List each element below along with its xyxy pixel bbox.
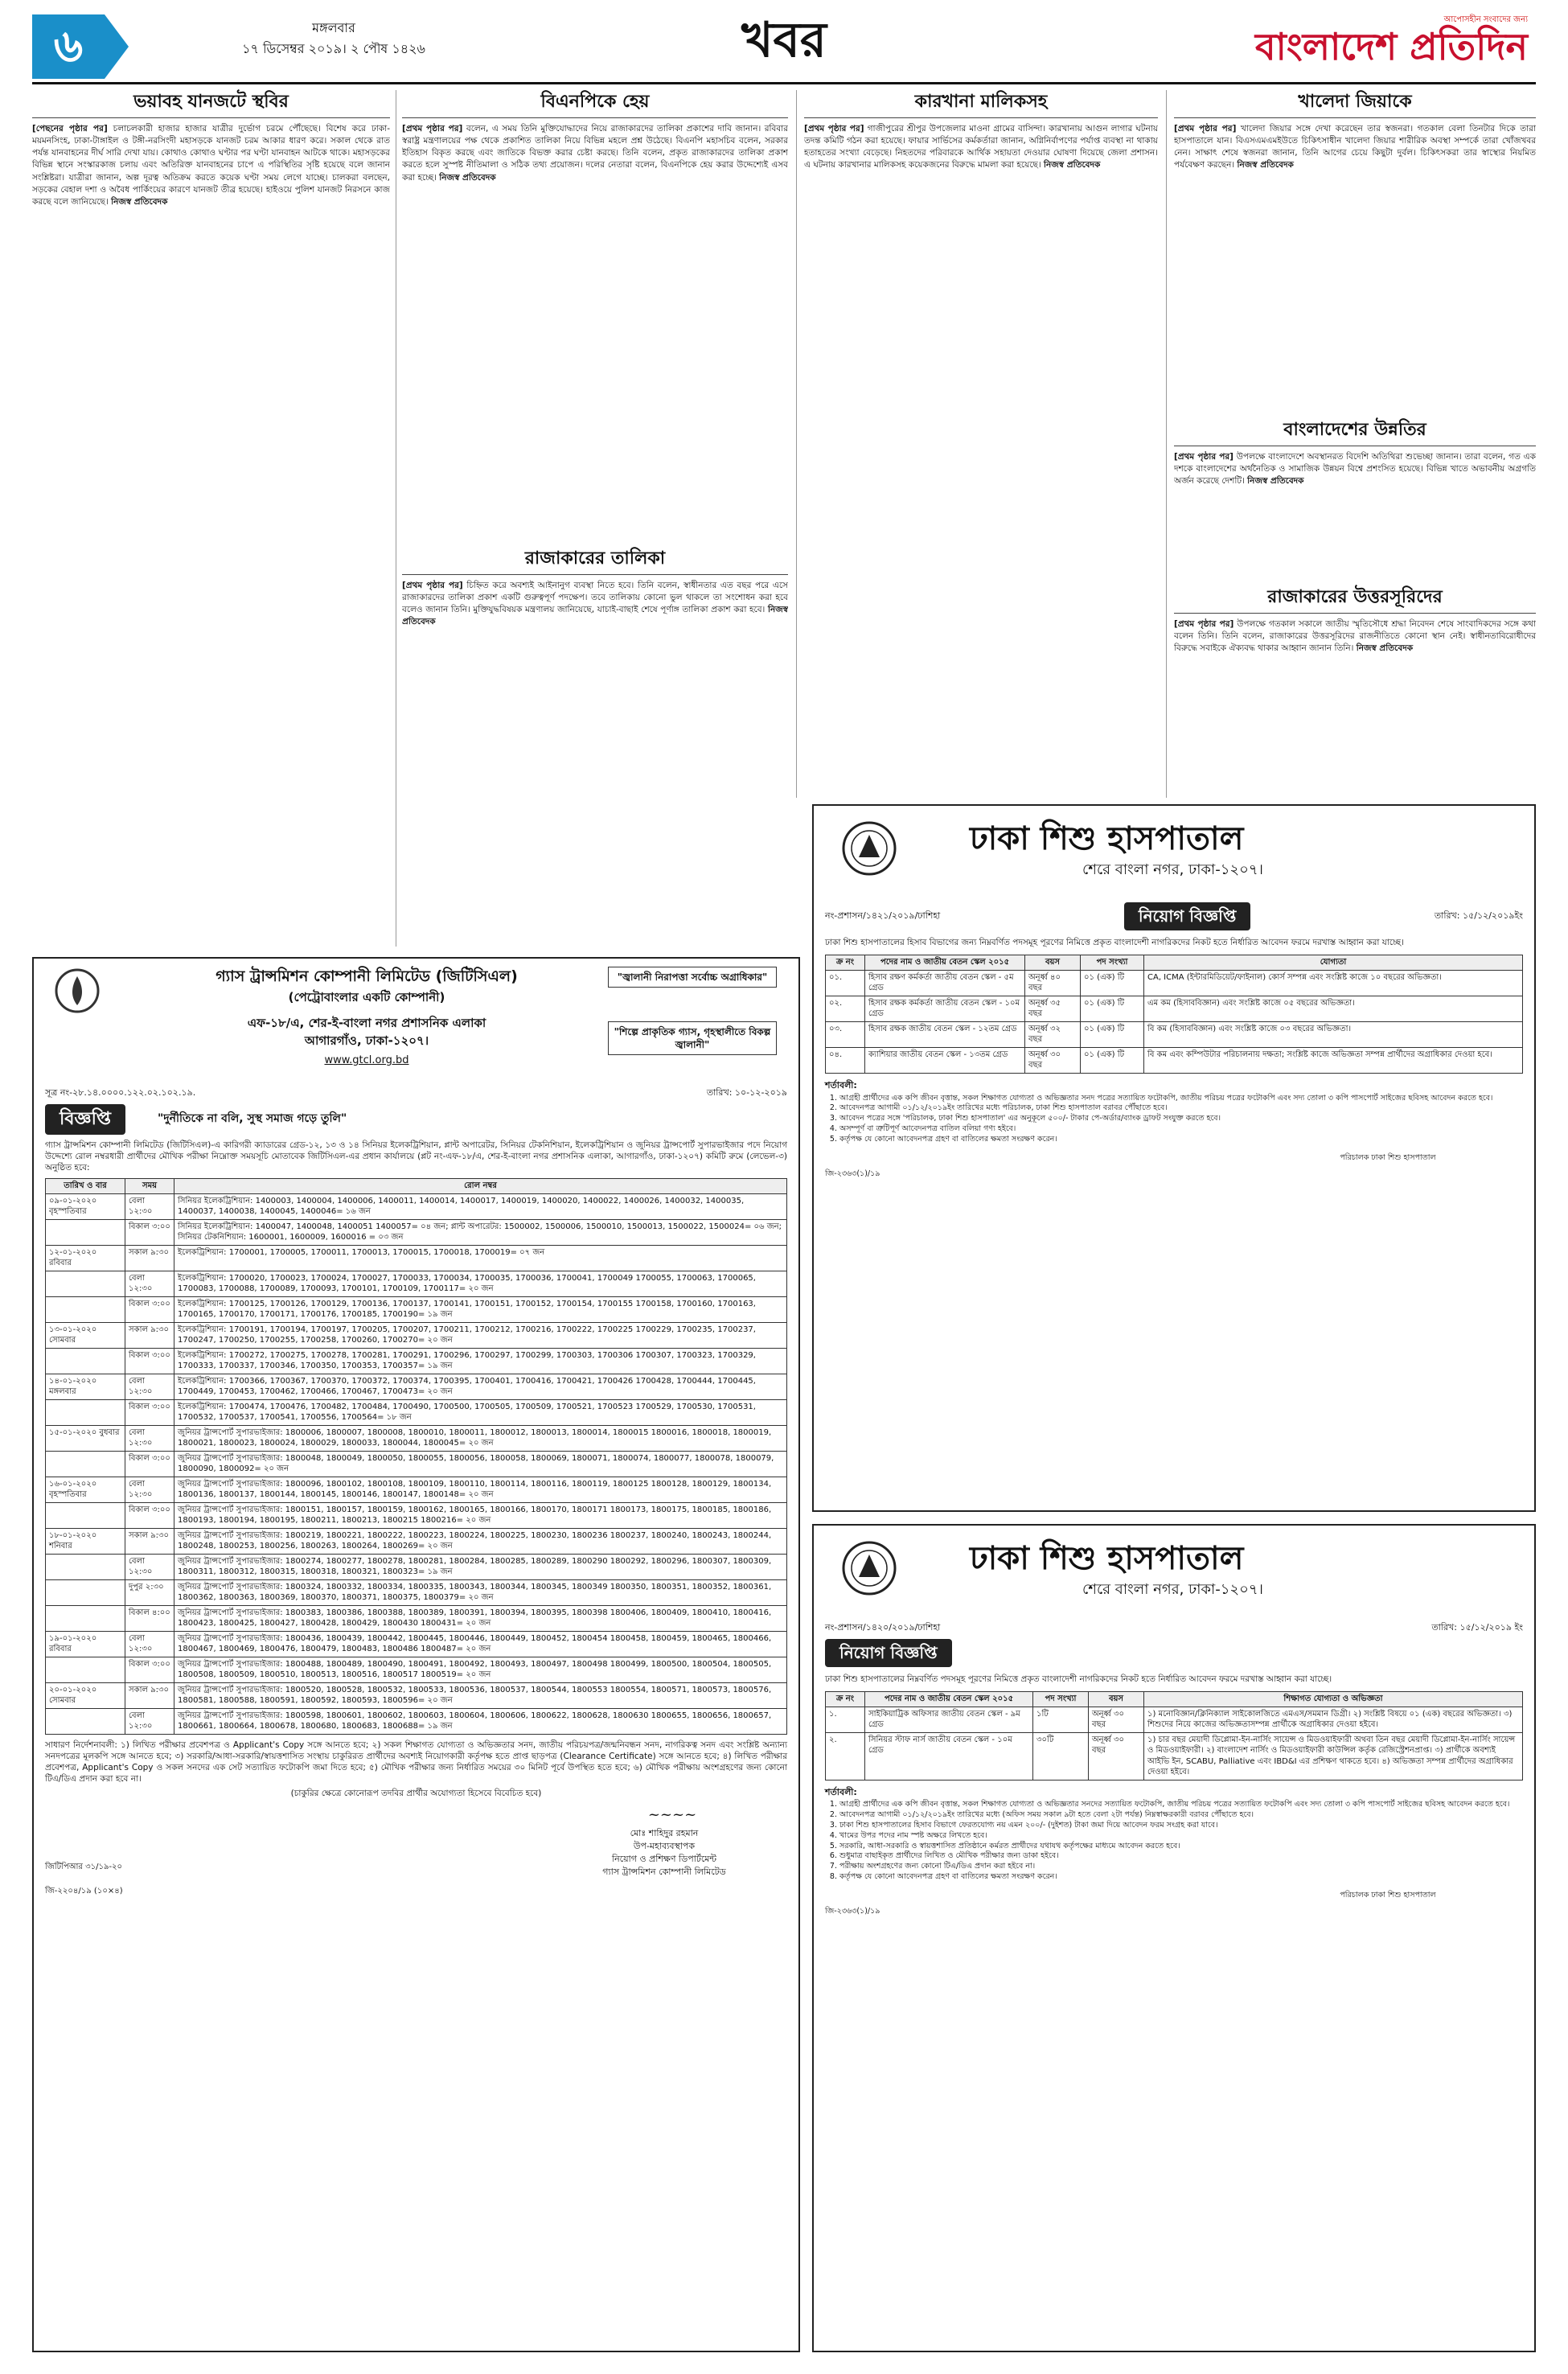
schedule-row	[46, 1193, 787, 1219]
vacancy-row	[826, 1707, 1523, 1732]
schedule-row	[46, 1528, 787, 1554]
signer-title: উপ-মহাব্যবস্থাপক	[633, 1841, 696, 1852]
hospital-advertisement-1	[812, 804, 1536, 1512]
vacancy-age: অনূর্ধ্ব ৩২ বছর	[1025, 1021, 1081, 1047]
vacancy-post: হিসাব রক্ষণ কর্মকর্তা জাতীয় বেতন স্কেল - ৫ম গ্রেড	[865, 970, 1025, 996]
schedule-row	[46, 1554, 787, 1579]
schedule-time: বেলা ১২:৩০	[125, 1554, 174, 1579]
col-serial: ক্র নং	[826, 1692, 865, 1707]
schedule-row	[46, 1245, 787, 1271]
news-article-2	[402, 90, 788, 540]
article-body: উপলক্ষে গতকাল সকালে জাতীয় স্মৃতিসৌধে শ্রদ্ধা নিবেদন শেষে সাংবাদিকদের সঙ্গে কথা বলেন তিনি। তিনি বলেন, রাজাকারের উত্তরসূরিদের রাজনীতিতে কোনো স্থান নেই। স্বাধীনতাবিরোধীদের বিরুদ্ধে সবাইকে ঐক্যবদ্ধ থাকার আহ্বান জানান তিনি।	[1174, 618, 1536, 654]
schedule-row	[46, 1374, 787, 1399]
hospital-advertisement-2	[812, 1524, 1536, 2352]
headline: বিএনপিকে হেয়	[402, 90, 788, 118]
col-time: সময়	[125, 1179, 174, 1194]
vacancy-age: অনূর্ধ্ব ৪০ বছর	[1025, 970, 1081, 996]
schedule-row	[46, 1348, 787, 1374]
schedule-time: সকাল ৯:৩০	[125, 1322, 174, 1348]
schedule-date	[46, 1554, 125, 1579]
byline: নিজস্ব প্রতিবেদক	[1044, 160, 1101, 170]
newspaper-logo: বাংলাদেশ প্রতিদিন	[1254, 25, 1528, 68]
schedule-time: বিকাল ৩:০০	[125, 1348, 174, 1374]
lead-tag: [প্রথম পৃষ্ঠার পর]	[402, 123, 463, 133]
schedule-date: ১৩-০১-২০২০ সোমবার	[46, 1322, 125, 1348]
schedule-row	[46, 1708, 787, 1734]
news-article-3	[402, 547, 788, 947]
schedule-time: বেলা ১২:৩০	[125, 1708, 174, 1734]
headline: খালেদা জিয়াকে	[1174, 90, 1536, 118]
schedule-time: বিকাল ৩:০০	[125, 1502, 174, 1528]
schedule-time: বেলা ১২:৩০	[125, 1374, 174, 1399]
schedule-time: সকাল ৯:৩০	[125, 1245, 174, 1271]
schedule-time: দুপুর ২:৩০	[125, 1579, 174, 1605]
schedule-date: ১৫-০১-২০২০ বুধবার	[46, 1425, 125, 1451]
schedule-row	[46, 1579, 787, 1605]
column-rule	[1166, 90, 1167, 798]
schedule-date	[46, 1657, 125, 1682]
schedule-date	[46, 1502, 125, 1528]
masthead-rule	[32, 82, 1536, 84]
condition-item: 4. অসম্পূর্ণ বা ত্রুটিপূর্ণ আবেদনপত্র বাতিল বলিয়া গণ্য হইবে।	[839, 1124, 1523, 1135]
lobbying-disclaimer: (চাকুরির ক্ষেত্রে কোনোরূপ তদবির প্রার্থীর অযোগ্যতা হিসেবে বিবেচিত হবে)	[290, 1789, 542, 1799]
schedule-rolls: ইলেকট্রিশিয়ান: 1700272, 1700275, 1700278, 1700281, 1700291, 1700296, 1700297, 1700299, 1700303, 1700306 1700307, 1700323, 1700329, 1700333, 1700337, 1700346, 1700350, 1700353, 1700357= ১৯ জন	[174, 1348, 787, 1374]
ad-code: জি-২৩৬৩(১)/১৯	[825, 1906, 880, 1916]
schedule-rolls: জুনিয়র ট্রান্সপোর্ট সুপারভাইজার: 1800520, 1800528, 1800532, 1800533, 1800536, 1800537, 1800544, 1800553 1800554, 1800571, 1800573, 1800576, 1800581, 1800588, 1800591, 1800592, 1800593, 1800596= ২০ জন	[174, 1682, 787, 1708]
condition-item: 3. আবেদন পত্রের সঙ্গে 'পরিচালক, ঢাকা শিশু হাসপাতাল' এর অনুকূলে ৫০০/- টাকার পে-অর্ডার/ব্যাংক ড্রাফট সংযুক্ত করতে হবে।	[839, 1114, 1523, 1124]
ad-code: জি-২৩৬৩(১)/১৯	[825, 1169, 880, 1178]
vacancy-post: সিনিয়র স্টাফ নার্স জাতীয় বেতন স্কেল - ১০ম গ্রেড	[865, 1732, 1033, 1780]
signer-department: নিয়োগ ও প্রশিক্ষণ ডিপার্টমেন্ট	[611, 1854, 717, 1865]
news-article-6	[1174, 418, 1536, 579]
page-number-tail	[105, 14, 129, 79]
memo-reference: নং-প্রশাসন/১৪২০/২০১৯/ঢাশিহা	[825, 1622, 941, 1633]
conditions-title: শর্তাবলী:	[825, 1786, 857, 1797]
schedule-date: ১৪-০১-২০২০ মঙ্গলবার	[46, 1374, 125, 1399]
condition-item: 5. কর্তৃপক্ষ যে কোনো আবেদনপত্র গ্রহণ বা বাতিলের ক্ষমতা সংরক্ষণ করেন।	[839, 1135, 1523, 1145]
lead-tag: [পেছনের পৃষ্ঠার পর]	[32, 123, 108, 133]
schedule-row	[46, 1605, 787, 1631]
condition-item: 8. কর্তৃপক্ষ যে কোনো আবেদনপত্র গ্রহণ বা বাতিলের ক্ষমতা সংরক্ষণ করেন।	[839, 1872, 1523, 1883]
schedule-date: ১৯-০১-২০২০ রবিবার	[46, 1631, 125, 1657]
schedule-date	[46, 1219, 125, 1245]
hospital-name: ঢাকা শিশু হাসপাতাল	[970, 820, 1244, 857]
condition-item: 4. খামের উপর পদের নাম স্পষ্ট অক্ষরে লিখতে হবে।	[839, 1831, 1523, 1842]
memo-date: তারিখ: ১০-১২-২০১৯	[706, 1087, 787, 1098]
schedule-time: বিকাল ৪:০০	[125, 1605, 174, 1631]
vacancy-no: ০২.	[826, 996, 865, 1021]
vacancy-no: ০১.	[826, 970, 865, 996]
memo-reference: সূত্র নং-২৮.১৪.০০০০.১২২.০২.১০২.১৯.	[45, 1087, 196, 1098]
schedule-date	[46, 1451, 125, 1477]
vacancy-count: ০১ (এক) টি	[1081, 1021, 1144, 1047]
schedule-rolls: ইলেকট্রিশিয়ান: 1700191, 1700194, 1700197, 1700205, 1700207, 1700211, 1700212, 1700216, 1700222, 1700225 1700229, 1700235, 1700237, 1700247, 1700250, 1700255, 1700258, 1700260, 1700270= ২০ জন	[174, 1322, 787, 1348]
condition-item: 7. পরীক্ষায় অংশগ্রহণের জন্য কোনো টিএ/ডিএ প্রদান করা হইবে না।	[839, 1862, 1523, 1872]
company-city: আগারগাঁও, ঢাকা-১২০৭।	[304, 1033, 429, 1048]
schedule-date	[46, 1579, 125, 1605]
condition-item: 2. আবেদনপত্র আগামী ০১/১২/২০১৯ইং তারিখের মধ্যে পরিচালক, ঢাকা শিশু হাসপাতাল বরাবর পৌঁছাতে হবে।	[839, 1103, 1523, 1114]
lead-tag: [প্রথম পৃষ্ঠার পর]	[402, 580, 463, 590]
schedule-date	[46, 1708, 125, 1734]
schedule-rolls: জুনিয়র ট্রান্সপোর্ট সুপারভাইজার: 1800324, 1800332, 1800334, 1800335, 1800343, 1800344, 1800345, 1800349 1800350, 1800351, 1800352, 1800361, 1800362, 1800363, 1800369, 1800370, 1800371, 1800375, 1800379= ২০ জন	[174, 1579, 787, 1605]
weekday: মঙ্গলবার	[312, 20, 355, 35]
schedule-time: বিকাল ৩:০০	[125, 1399, 174, 1425]
schedule-rolls: ইলেকট্রিশিয়ান: 1700020, 1700023, 1700024, 1700027, 1700033, 1700034, 1700035, 1700036, 1700041, 1700049 1700055, 1700063, 1700065, 1700083, 1700088, 1700089, 1700093, 1700101, 1700109, 1700117= ২০ জন	[174, 1271, 787, 1296]
condition-item: 3. ঢাকা শিশু হাসপাতালের হিসাব বিভাগে ফেরতযোগ্য নয় এমন ২০০/- (দুইশত) টাকা জমা দিয়ে আবেদন ফরম সংগ্রহ করা যাবে।	[839, 1821, 1523, 1831]
schedule-date: ১৮-০১-২০২০ শনিবার	[46, 1528, 125, 1554]
schedule-row	[46, 1657, 787, 1682]
hospital-logo-icon	[841, 1540, 897, 1596]
vacancy-age: অনূর্ধ্ব ৩০ বছর	[1089, 1707, 1144, 1732]
ad-code-right: জি-২২০৪/১৯ (১০×৪)	[45, 1887, 123, 1896]
logo-tagline: আপোসহীন সংবাদের জন্য	[1443, 15, 1528, 24]
lead-tag: [প্রথম পৃষ্ঠার পর]	[1174, 618, 1234, 629]
notice-intro: ঢাকা শিশু হাসপাতালের হিসাব বিভাগের জন্য নিম্নবর্ণিত পদসমূহ পূরণের নিমিত্তে প্রকৃত বাংলাদেশী নাগরিকদের নিকট হতে নির্ধারিত আবেদন ফরমে দরখাস্ত আহ্বান করা যাচ্ছে।	[825, 938, 1404, 947]
article-body: খালেদা জিয়ার সঙ্গে দেখা করেছেন তার স্বজনরা। গতকাল বেলা তিনটার দিকে তারা হাসপাতালে যান। বিএসএমএমইউতে চিকিৎসাধীন খালেদা জিয়ার শারীরিক অবস্থা সম্পর্কে তারা খোঁজখবর নেন। সাক্ষাৎ শেষে স্বজনরা জানান, তিনি আগের চেয়ে কিছুটা দুর্বল। চিকিৎসকরা তার স্বাস্থ্যের নিয়মিত পর্যবেক্ষণ করছেন।	[1174, 123, 1536, 170]
headline: রাজাকারের উত্তরসূরিদের	[1174, 585, 1536, 614]
schedule-row	[46, 1477, 787, 1502]
signer-organization: গ্যাস ট্রান্সমিশন কোম্পানী লিমিটেড	[602, 1867, 726, 1878]
vacancy-post: হিসাব রক্ষক কর্মকর্তা জাতীয় বেতন স্কেল - ১০ম গ্রেড	[865, 996, 1025, 1021]
condition-item: 1. আগ্রহী প্রার্থীদের এক কপি জীবন বৃত্তান্ত, সকল শিক্ষাগত যোগ্যতা ও অভিজ্ঞতার সনদের সত্যায়িত ফটোকপি, জাতীয় পরিচয় পত্রের সত্যায়িত ফটোকপি এবং সদ্য তোলা ৩ কপি পাসপোর্ট সাইজের ছবিসহ আবেদন করতে হবে।	[839, 1800, 1523, 1810]
conditions-list	[839, 1800, 1523, 1883]
schedule-time: বিকাল ৩:০০	[125, 1451, 174, 1477]
vacancy-qual: বি কম এবং কম্পিউটার পরিচালনায় দক্ষতা; সংশ্লিষ্ট কাজে অভিজ্ঞতা সম্পন্ন প্রার্থীদের অগ্রাধিকার দেওয়া হবে।	[1144, 1047, 1523, 1073]
schedule-date	[46, 1296, 125, 1322]
article-body: উপলক্ষে বাংলাদেশে অবস্থানরত বিদেশি অতিথিরা শুভেচ্ছা জানান। তারা বলেন, গত এক দশকে বাংলাদেশের অর্থনৈতিক ও সামাজিক উন্নয়ন বিশ্বে প্রশংসিত হয়েছে। বিভিন্ন খাতে অভাবনীয় অগ্রগতি অর্জন করেছে দেশটি।	[1174, 451, 1536, 487]
schedule-time: বেলা ১২:৩০	[125, 1477, 174, 1502]
vacancy-count: ৩০টি	[1033, 1732, 1089, 1780]
col-serial: ক্র নং	[826, 955, 865, 971]
company-website[interactable]: www.gtcl.org.bd	[324, 1054, 409, 1066]
gtcl-logo-icon	[53, 967, 101, 1023]
schedule-date: ০৯-০১-২০২০ বৃহস্পতিবার	[46, 1193, 125, 1219]
schedule-time: সকাল ৯:৩০	[125, 1528, 174, 1554]
memo-reference: নং-প্রশাসন/১৪২১/২০১৯/ঢাশিহা	[825, 910, 941, 922]
col-count: পদ সংখ্যা	[1081, 955, 1144, 971]
general-instructions: সাধারণ নির্দেশনাবলী: ১) লিখিত পরীক্ষার প্রবেশপত্র ও Applicant's Copy সঙ্গে আনতে হবে; ২) সকল শিক্ষাগত যোগ্যতা ও অভিজ্ঞতার সনদ, জাতীয় পরিচয়পত্র/জন্মনিবন্ধন সনদ, নাগরিকত্ব সনদ এবং সংশ্লিষ্ট অন্যান্য সনদপত্রের মূলকপি সঙ্গে আনতে হবে; ৩) সরকারি/আধা-সরকারি/স্বায়ত্তশাসিত সংস্থায় চাকুরিরত প্রার্থীদের অবশ্যই নিয়োগকারী কর্তৃপক্ষ হতে প্রাপ্ত ছাড়পত্র (Clearance Certificate) সঙ্গে আনতে হবে; ৪) লিখিত পরীক্ষার প্রবেশপত্র, Applicant's Copy ও সকল সনদের এক সেট সত্যায়িত ফটোকপি জমা দিতে হবে; ৫) মৌখিক পরীক্ষার জন্য নির্ধারিত সময়ের ৩০ মিনিট পূর্বে উপস্থিত হতে হবে; ৬) মৌখিক পরীক্ষায় অংশগ্রহণের জন্য কোনো টিএ/ডিএ প্রদান করা হবে না।	[45, 1739, 787, 1785]
col-qualification: শিক্ষাগত যোগ্যতা ও অভিজ্ঞতা	[1144, 1692, 1523, 1707]
vacancy-table	[825, 1691, 1523, 1780]
condition-item: 1. আগ্রহী প্রার্থীদের এক কপি জীবন বৃত্তান্ত, সকল শিক্ষাগত যোগ্যতা ও অভিজ্ঞতার সনদ পত্রের সত্যায়িত ফটোকপি, জাতীয় পরিচয় পত্রের ফটোকপি এবং সদ্য তোলা ৩ কপি পাসপোর্ট সাইজের ছবিসহ আবেদন করতে হবে।	[839, 1094, 1523, 1104]
schedule-date: ১৬-০১-২০২০ বৃহস্পতিবার	[46, 1477, 125, 1502]
schedule-time: বেলা ১২:৩০	[125, 1631, 174, 1657]
schedule-rolls: জুনিয়র ট্রান্সপোর্ট সুপারভাইজার: 1800096, 1800102, 1800108, 1800109, 1800110, 1800114, 1800116, 1800119, 1800125 1800128, 1800129, 1800134, 1800136, 1800137, 1800144, 1800145, 1800146, 1800147, 1800148= ২০ জন	[174, 1477, 787, 1502]
article-body: বলেন, এ সময় তিনি মুক্তিযোদ্ধাদের নিয়ে রাজাকারদের তালিকা প্রকাশের দাবি জানান। রবিবার স্বরাষ্ট্র মন্ত্রণালয়ের পক্ষ থেকে প্রকাশিত তালিকা নিয়ে বিভিন্ন মহলে প্রশ্ন উঠেছে। বিএনপি মহাসচিব বলেন, সরকার ইতিহাস বিকৃত করছে এবং জাতিকে বিভক্ত করার চেষ্টা করছে। তিনি বলেন, প্রকৃত রাজাকারদের তালিকা প্রকাশ করতে হলে সুস্পষ্ট নীতিমালা ও সঠিক তথ্য প্রয়োজন। দলের নেতারা বলেন, বিএনপিকে হেয় করার উদ্দেশ্যেই এসব করা হচ্ছে।	[402, 123, 788, 183]
notice-title: নিয়োগ বিজ্ঞপ্তি	[825, 1639, 952, 1667]
vacancy-count: ১টি	[1033, 1707, 1089, 1732]
article-body: গাজীপুরের শ্রীপুর উপজেলার মাওনা গ্রামের বাসিন্দা। কারখানায় আগুন লাগার ঘটনায় তদন্ত কমিটি গঠন করা হয়েছে। ফায়ার সার্ভিসের কর্মকর্তারা জানান, অগ্নিনির্বাপণের পর্যাপ্ত ব্যবস্থা না থাকায় হতাহতের সংখ্যা বেড়েছে। নিহতদের পরিবারকে আর্থিক সহায়তা দেওয়ার ঘোষণা দিয়েছে জেলা প্রশাসন। এ ঘটনায় কারখানার মালিকসহ কয়েকজনের বিরুদ্ধে মামলা করা হয়েছে।	[804, 123, 1158, 170]
schedule-row	[46, 1425, 787, 1451]
hospital-address: শেরে বাংলা নগর, ঢাকা-১২০৭।	[1082, 861, 1263, 878]
schedule-time: বিকাল ৩:০০	[125, 1296, 174, 1322]
schedule-time: বেলা ১২:৩০	[125, 1425, 174, 1451]
signer: পরিচালক ঢাকা শিশু হাসপাতাল	[1340, 1890, 1436, 1900]
schedule-rolls: ইলেকট্রিশিয়ান: 1700001, 1700005, 1700011, 1700013, 1700015, 1700018, 1700019= ০৭ জন	[174, 1245, 787, 1271]
lead-tag: [প্রথম পৃষ্ঠার পর]	[804, 123, 864, 133]
interview-schedule-table	[45, 1178, 787, 1735]
schedule-rolls: জুনিয়র ট্রান্সপোর্ট সুপারভাইজার: 1800383, 1800386, 1800388, 1800389, 1800391, 1800394, 1800395, 1800398 1800406, 1800409, 1800410, 1800416, 1800423, 1800425, 1800427, 1800428, 1800429, 1800430 1800431= ২০ জন	[174, 1605, 787, 1631]
vacancy-qual: CA, ICMA (ইন্টারমিডিয়েট/ফাইনাল) কোর্স সম্পন্ন এবং সংশ্লিষ্ট কাজে ১০ বছরের অভিজ্ঞতা।	[1144, 970, 1523, 996]
schedule-rolls: ইলেকট্রিশিয়ান: 1700125, 1700126, 1700129, 1700136, 1700137, 1700141, 1700151, 1700152, 1700154, 1700155 1700158, 1700160, 1700163, 1700165, 1700170, 1700171, 1700176, 1700185, 1700190= ১৯ জন	[174, 1296, 787, 1322]
col-post: পদের নাম ও জাতীয় বেতন স্কেল ২০১৫	[865, 955, 1025, 971]
schedule-time: বেলা ১২:৩০	[125, 1193, 174, 1219]
vacancy-no: ১.	[826, 1707, 865, 1732]
schedule-time: সকাল ৯:৩০	[125, 1682, 174, 1708]
headline: বাংলাদেশের উন্নতির	[1174, 418, 1536, 446]
byline: নিজস্ব প্রতিবেদক	[111, 197, 168, 207]
vacancy-post: হিসাব রক্ষক জাতীয় বেতন স্কেল - ১২তম গ্রেড	[865, 1021, 1025, 1047]
ad-code-left: জিটিপিআর ৩১/১৯-২০	[45, 1863, 123, 1872]
vacancy-qual: এম কম (হিসাববিজ্ঞান) এবং সংশ্লিষ্ট কাজে ০৫ বছরের অভিজ্ঞতা।	[1144, 996, 1523, 1021]
condition-item: 5. সরকারি, আধা-সরকারি ও স্বায়ত্তশাসিত প্রতিষ্ঠানে কর্মরত প্রার্থীদের যথাযথ কর্তৃপক্ষের মাধ্যমে আবেদন করতে হবে।	[839, 1842, 1523, 1852]
schedule-rolls: জুনিয়র ট্রান্সপোর্ট সুপারভাইজার: 1800006, 1800007, 1800008, 1800010, 1800011, 1800012, 1800013, 1800014, 1800015 1800016, 1800018, 1800019, 1800021, 1800023, 1800024, 1800029, 1800033, 1800044, 1800045= ২০ জন	[174, 1425, 787, 1451]
vacancy-age: অনূর্ধ্ব ৩৫ বছর	[1025, 996, 1081, 1021]
schedule-rolls: সিনিয়র ইলেকট্রিশিয়ান: 1400003, 1400004, 1400006, 1400011, 1400014, 1400017, 1400019, 1400020, 1400022, 1400026, 1400032, 1400035, 1400037, 1400038, 1400045, 1400046= ১৬ জন	[174, 1193, 787, 1219]
conditions-title: শর্তাবলী:	[825, 1079, 857, 1090]
company-name: গ্যাস ট্রান্সমিশন কোম্পানী লিমিটেড (জিটিসিএল)	[215, 967, 518, 985]
col-roll: রোল নম্বর	[174, 1179, 787, 1194]
page-number: ৬	[32, 14, 105, 79]
schedule-date	[46, 1605, 125, 1631]
headline: ভয়াবহ যানজটে স্থবির	[32, 90, 390, 118]
schedule-row	[46, 1451, 787, 1477]
slogan-energy-security: "জ্বালানী নিরাপত্তা সর্বোচ্চ অগ্রাধিকার"	[608, 967, 777, 988]
vacancy-row	[826, 1732, 1523, 1780]
signer: পরিচালক ঢাকা শিশু হাসপাতাল	[1340, 1152, 1436, 1162]
schedule-rolls: জুনিয়র ট্রান্সপোর্ট সুপারভাইজার: 1800598, 1800601, 1800602, 1800603, 1800604, 1800606, 1800622, 1800628, 1800630 1800655, 1800656, 1800657, 1800661, 1800664, 1800678, 1800680, 1800683, 1800688= ১৯ জন	[174, 1708, 787, 1734]
date: ১৭ ডিসেম্বর ২০১৯। ২ পৌষ ১৪২৬	[242, 41, 425, 56]
schedule-date: ২০-০১-২০২০ সোমবার	[46, 1682, 125, 1708]
schedule-time: বিকাল ৩:০০	[125, 1219, 174, 1245]
hospital-name: ঢাকা শিশু হাসপাতাল	[970, 1540, 1244, 1577]
schedule-row	[46, 1271, 787, 1296]
column-rule	[796, 90, 797, 798]
company-subtitle: (পেট্রোবাংলার একটি কোম্পানী)	[288, 990, 445, 1004]
schedule-date: ১২-০১-২০২০ রবিবার	[46, 1245, 125, 1271]
news-article-1	[32, 90, 390, 947]
hospital-address: শেরে বাংলা নগর, ঢাকা-১২০৭।	[1082, 1581, 1263, 1598]
schedule-row	[46, 1631, 787, 1657]
notice-title: নিয়োগ বিজ্ঞপ্তি	[1124, 902, 1251, 930]
vacancy-post: সাইকিয়াট্রিক অফিসার জাতীয় বেতন স্কেল - ৯ম গ্রেড	[865, 1707, 1033, 1732]
company-address: এফ-১৮/এ, শের-ই-বাংলা নগর প্রশাসনিক এলাকা	[247, 1016, 486, 1030]
vacancy-qual: ১) চার বছর মেয়াদী ডিপ্লোমা-ইন-নার্সিং সায়েন্স ও মিডওয়াইফারী অথবা তিন বছর মেয়াদী ডিপ্লোমা-ইন-নার্সিং সায়েন্স ও মিডওয়াইফারী। ২) বাংলাদেশ নার্সিং ও মিডওয়াইফারী কাউন্সিল কর্তৃক রেজিস্ট্রেশনপ্রাপ্ত। ৩) প্রার্থীকে অবশ্যই আইভি ইন, SCABU, Palliative এবং IBD&I এর প্রশিক্ষণ থাকতে হবে। ৪) অভিজ্ঞতা সম্পন্ন প্রার্থীদের অগ্রাধিকার দেওয়া হইবে।	[1144, 1732, 1523, 1780]
notice-title: বিজ্ঞপ্তি	[45, 1104, 125, 1135]
news-article-4	[804, 90, 1158, 798]
signer-name: মোঃ শাহিদুর রহমান	[630, 1828, 699, 1839]
vacancy-no: ২.	[826, 1732, 865, 1780]
col-count: পদ সংখ্যা	[1033, 1692, 1089, 1707]
schedule-rolls: ইলেকট্রিশিয়ান: 1700366, 1700367, 1700370, 1700372, 1700374, 1700395, 1700401, 1700416, 1700421, 1700426 1700428, 1700444, 1700445, 1700449, 1700453, 1700462, 1700466, 1700467, 1700473= ২০ জন	[174, 1374, 787, 1399]
hospital-logo-icon	[841, 820, 897, 877]
condition-item: 6. শুধুমাত্র বাছাইকৃত প্রার্থীদের লিখিত ও মৌখিক পরীক্ষার জন্য ডাকা হইবে।	[839, 1851, 1523, 1862]
news-article-5	[1174, 90, 1536, 412]
article-body: চিহ্নিত করে অবশ্যই আইনানুগ ব্যবস্থা নিতে হবে। তিনি বলেন, স্বাধীনতার এত বছর পরে এসে রাজাকারদের তালিকা প্রকাশ একটি গুরুত্বপূর্ণ পদক্ষেপ। তবে তালিকায় কোনো ভুল থাকলে তা সংশোধন করা হবে বলেও জানান তিনি। মুক্তিযুদ্ধবিষয়ক মন্ত্রণালয় জানিয়েছে, যাচাই-বাছাই শেষে পূর্ণাঙ্গ তালিকা প্রকাশ করা হবে।	[402, 580, 788, 615]
schedule-date	[46, 1271, 125, 1296]
schedule-rolls: জুনিয়র ট্রান্সপোর্ট সুপারভাইজার: 1800151, 1800157, 1800159, 1800162, 1800165, 1800166, 1800170, 1800171 1800173, 1800175, 1800185, 1800186, 1800193, 1800194, 1800195, 1800211, 1800213, 1800215 1800216= ২০ জন	[174, 1502, 787, 1528]
slogan-natural-gas: "শিল্পে প্রাকৃতিক গ্যাস, গৃহস্থালীতে বিকল্প জ্বালানী"	[608, 1021, 777, 1055]
notice-intro: ঢাকা শিশু হাসপাতালের নিম্নবর্ণিত পদসমূহ পূরণের নিমিত্তে প্রকৃত বাংলাদেশী নাগরিকদের নিকট হতে নির্ধারিত আবেদন ফরমে দরখাস্ত আহ্বান করা যাচ্ছে।	[825, 1674, 1332, 1684]
vacancy-count: ০১ (এক) টি	[1081, 1047, 1144, 1073]
schedule-rolls: সিনিয়র ইলেকট্রিশিয়ান: 1400047, 1400048, 1400051 1400057= ০৪ জন; প্লান্ট অপারেটর: 1500002, 1500006, 1500010, 1500013, 1500022, 1500024= ০৬ জন; সিনিয়র টেকনিশিয়ান: 1600001, 1600009, 1600016 = ০৩ জন	[174, 1219, 787, 1245]
lead-tag: [প্রথম পৃষ্ঠার পর]	[1174, 123, 1237, 133]
vacancy-row	[826, 996, 1523, 1021]
vacancy-qual: বি কম (হিসাববিজ্ঞান) এবং সংশ্লিষ্ট কাজে ০৩ বছরের অভিজ্ঞতা।	[1144, 1021, 1523, 1047]
schedule-row	[46, 1399, 787, 1425]
memo-date: তারিখ: ১৫/১২/২০১৯ইং	[1434, 910, 1523, 922]
vacancy-post: ক্যাশিয়ার জাতীয় বেতন স্কেল - ১৩তম গ্রেড	[865, 1047, 1025, 1073]
vacancy-row	[826, 1021, 1523, 1047]
vacancy-count: ০১ (এক) টি	[1081, 996, 1144, 1021]
col-qualification: যোগ্যতা	[1144, 955, 1523, 971]
schedule-row	[46, 1322, 787, 1348]
byline: নিজস্ব প্রতিবেদক	[1356, 643, 1414, 654]
schedule-time: বিকাল ৩:০০	[125, 1657, 174, 1682]
schedule-time: বেলা ১২:৩০	[125, 1271, 174, 1296]
col-date: তারিখ ও বার	[46, 1179, 125, 1194]
col-age: বয়স	[1025, 955, 1081, 971]
conditions-list	[839, 1094, 1523, 1145]
schedule-date	[46, 1399, 125, 1425]
headline: রাজাকারের তালিকা	[402, 547, 788, 575]
news-article-7	[1174, 585, 1536, 798]
gtcl-advertisement	[32, 957, 800, 2352]
article-body: চলাচলকারী হাজার হাজার যাত্রীর দুর্ভোগ চরমে পৌঁছেছে। বিশেষ করে ঢাকা-ময়মনসিংহ, ঢাকা-টাঙ্গাইল ও টঙ্গী-নরসিংদী মহাসড়কে যানজট চরম আকার ধারণ করে। সকাল থেকে রাত পর্যন্ত যানবাহনের দীর্ঘ সারি দেখা যায়। কোথাও কোথাও ঘণ্টার পর ঘণ্টা যানবাহন আটকে থাকে। মহাসড়কের বিভিন্ন স্থানে সংস্কারকাজ চলায় এবং অতিরিক্ত যানবাহনের চাপে এ পরিস্থিতির সৃষ্টি হয়েছে বলে জানান সংশ্লিষ্টরা। যাত্রীরা জানান, অল্প দূরত্ব অতিক্রম করতে কয়েক ঘণ্টা সময় লেগে যাচ্ছে। চালকরা বলছেন, সড়কের বেহাল দশা ও অবৈধ পার্কিংয়ের কারণে যানজট তীব্র হয়েছে। হাইওয়ে পুলিশ যানজট নিরসনে কাজ করছে বলে জানিয়েছে।	[32, 123, 390, 207]
byline: নিজস্ব প্রতিবেদক	[1237, 160, 1294, 170]
col-age: বয়স	[1089, 1692, 1144, 1707]
headline: কারখানা মালিকসহ	[804, 90, 1158, 118]
byline: নিজস্ব প্রতিবেদক	[402, 605, 788, 627]
schedule-rolls: ইলেকট্রিশিয়ান: 1700474, 1700476, 1700482, 1700484, 1700490, 1700500, 1700505, 1700509, 1700521, 1700523 1700529, 1700530, 1700531, 1700532, 1700537, 1700541, 1700556, 1700564= ১৮ জন	[174, 1399, 787, 1425]
notice-intro: গ্যাস ট্রান্সমিশন কোম্পানী লিমিটেড (জিটিসিএল)-এ কারিগরী ক্যাডারের গ্রেড-১২, ১৩ ও ১৪ সিনিয়র ইলেকট্রিশিয়ান, প্লান্ট অপারেটর, সিনিয়র টেকনিশিয়ান, ইলেকট্রিশিয়ান ও জুনিয়র ট্রান্সপোর্ট সুপারভাইজার পদে নিয়োগ উদ্দেশ্যে রোল নম্বরধারী প্রার্থীদের মৌখিক পরীক্ষা নিম্নোক্ত সময়সূচি মোতাবেক জিটিসিএল-এর প্রধান কার্যালয়ে (প্লট নং-এফ-১৮/এ, শের-ই-বাংলা নগর প্রশাসনিক এলাকা, আগারগাঁও, ঢাকা-১২০৭) কমিটি রুমে (লেভেল-৩) অনুষ্ঠিত হবে:	[45, 1140, 787, 1173]
vacancy-age: অনূর্ধ্ব ৩০ বছর	[1089, 1732, 1144, 1780]
schedule-rolls: জুনিয়র ট্রান্সপোর্ট সুপারভাইজার: 1800488, 1800489, 1800490, 1800491, 1800492, 1800493, 1800497, 1800498 1800499, 1800500, 1800504, 1800505, 1800508, 1800509, 1800510, 1800513, 1800516, 1800517 1800519= ২০ জন	[174, 1657, 787, 1682]
vacancy-row	[826, 1047, 1523, 1073]
lead-tag: [প্রথম পৃষ্ঠার পর]	[1174, 451, 1233, 462]
vacancy-table	[825, 955, 1523, 1074]
anti-corruption-motto: "দুর্নীতিকে না বলি, সুস্থ সমাজ গড়ে তুলি"	[157, 1112, 347, 1126]
byline: নিজস্ব প্রতিবেদক	[439, 172, 496, 183]
byline: নিজস্ব প্রতিবেদক	[1247, 476, 1304, 487]
section-title: খবর	[741, 12, 827, 68]
schedule-rolls: জুনিয়র ট্রান্সপোর্ট সুপারভাইজার: 1800274, 1800277, 1800278, 1800281, 1800284, 1800285, 1800289, 1800290 1800292, 1800296, 1800307, 1800309, 1800311, 1800312, 1800315, 1800318, 1800321, 1800323= ১৯ জন	[174, 1554, 787, 1579]
schedule-rolls: জুনিয়র ট্রান্সপোর্ট সুপারভাইজার: 1800048, 1800049, 1800050, 1800055, 1800056, 1800058, 1800069, 1800071, 1800074, 1800077, 1800078, 1800079, 1800090, 1800092= ২০ জন	[174, 1451, 787, 1477]
schedule-row	[46, 1296, 787, 1322]
memo-date: তারিখ: ১৫/১২/২০১৯ ইং	[1431, 1622, 1523, 1633]
schedule-row	[46, 1682, 787, 1708]
vacancy-no: ০৪.	[826, 1047, 865, 1073]
vacancy-qual: ১) মনোবিজ্ঞান/ক্লিনিক্যাল সাইকোলজিতে এমএস/সমমান ডিগ্রী। ২) সংশ্লিষ্ট বিষয়ে ০১ (এক) বছরের অভিজ্ঞতা। ৩) শিশুদের নিয়ে কাজের অভিজ্ঞতাসম্পন্ন প্রার্থীকে অগ্রাধিকার দেওয়া হইবে।	[1144, 1707, 1523, 1732]
schedule-row	[46, 1502, 787, 1528]
vacancy-count: ০১ (এক) টি	[1081, 970, 1144, 996]
schedule-row	[46, 1219, 787, 1245]
signature-mark: ~~~~	[647, 1806, 697, 1824]
vacancy-row	[826, 970, 1523, 996]
schedule-rolls: জুনিয়র ট্রান্সপোর্ট সুপারভাইজার: 1800436, 1800439, 1800442, 1800445, 1800446, 1800449, 1800452, 1800454 1800458, 1800459, 1800465, 1800466, 1800467, 1800469, 1800476, 1800479, 1800483, 1800486 1800487= ২০ জন	[174, 1631, 787, 1657]
vacancy-no: ০৩.	[826, 1021, 865, 1047]
condition-item: 2. আবেদনপত্র আগামী ০১/১২/২০১৯ইং তারিখের মধ্যে (অফিস সময় সকাল ৯টা হতে বেলা ২টা পর্যন্ত) নিম্নস্বাক্ষরকারী বরাবর পৌঁছাতে হবে।	[839, 1810, 1523, 1821]
schedule-date	[46, 1348, 125, 1374]
vacancy-age: অনূর্ধ্ব ৩০ বছর	[1025, 1047, 1081, 1073]
schedule-rolls: জুনিয়র ট্রান্সপোর্ট সুপারভাইজার: 1800219, 1800221, 1800222, 1800223, 1800224, 1800225, 1800230, 1800236 1800237, 1800240, 1800243, 1800244, 1800248, 1800253, 1800256, 1800263, 1800264, 1800269= ২০ জন	[174, 1528, 787, 1554]
col-post: পদের নাম ও জাতীয় বেতন স্কেল ২০১৫	[865, 1692, 1033, 1707]
